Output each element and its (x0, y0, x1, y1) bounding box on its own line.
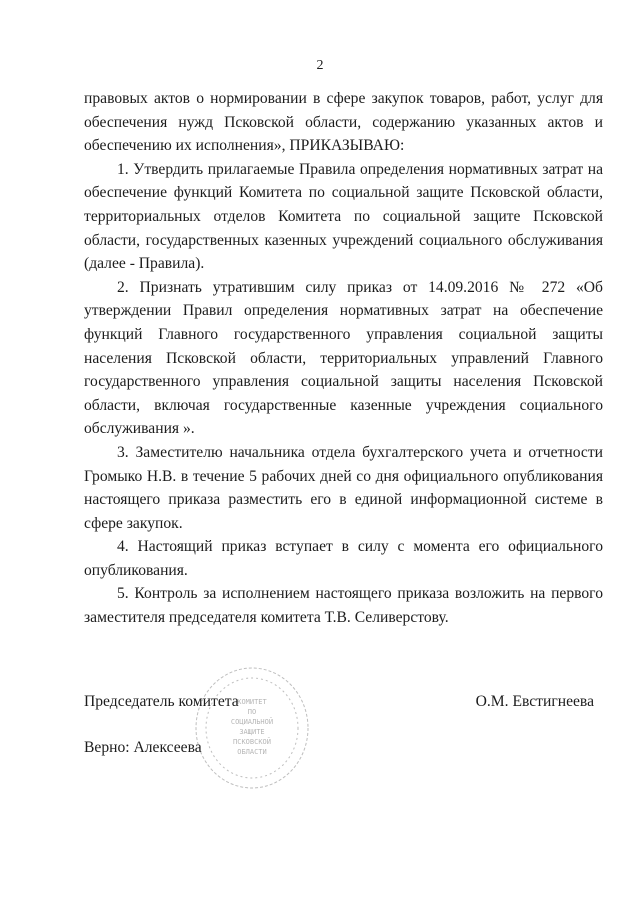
stamp-line: ЗАЩИТЕ (239, 728, 265, 736)
signatory-position: Председатель комитета (84, 693, 239, 710)
clause-3-paragraph: 3. Заместителю начальника отдела бухгалтерского учета и отчетности Громыко Н.В. в течение 5 рабочих дней со дня официального опубликования настоящего приказа разместить его в единой информационной системе в сфере закупок. (84, 443, 603, 532)
stamp-line: СОЦИАЛЬНОЙ (230, 718, 274, 726)
order-body (84, 87, 603, 630)
certified-copy-note: Верно: Алексеева (84, 739, 202, 756)
clause-4-paragraph: 4. Настоящий приказ вступает в силу с момента его официального опубликования. (84, 538, 603, 579)
seal-stamp-icon (190, 664, 310, 794)
clause-1-paragraph: 1. Утвердить прилагаемые Правила определения нормативных затрат на обеспечение функций Комитета по социальной защите Псковской области, территориальных отделов Комитета по социальной защите Псковской области, государственных казенных учреждений социального обслуживания (далее - Правила). (84, 160, 603, 273)
page-number: 2 (316, 58, 324, 73)
preamble-paragraph: правовых актов о нормировании в сфере закупок товаров, работ, услуг для обеспечения нужд Псковской области, содержанию указанных актов и обеспечению их исполнения», ПРИКАЗЫВАЮ: (84, 90, 603, 155)
clause-2-paragraph: 2. Признать утратившим силу приказ от 14.09.2016 № 272 «Об утверждении Правил определения нормативных затрат на обеспечение функций Главного государственного управления социальной защиты населения Псковской области, территориальных управлений Главного государственного управления социальной защиты населения Псковской области, включая государственные казенные учреждения социального обслуживания ». (84, 278, 603, 438)
stamp-line: КОМИТЕТ (237, 698, 267, 706)
stamp-line: ПО (247, 708, 257, 716)
clause-5-paragraph: 5. Контроль за исполнением настоящего приказа возложить на первого заместителя председателя комитета Т.В. Селиверстову. (84, 585, 603, 627)
stamp-line: ПСКОВСКОЙ (233, 738, 271, 746)
signatory-name: О.М. Евстигнеева (475, 693, 594, 710)
stamp-line: ОБЛАСТИ (237, 748, 267, 756)
